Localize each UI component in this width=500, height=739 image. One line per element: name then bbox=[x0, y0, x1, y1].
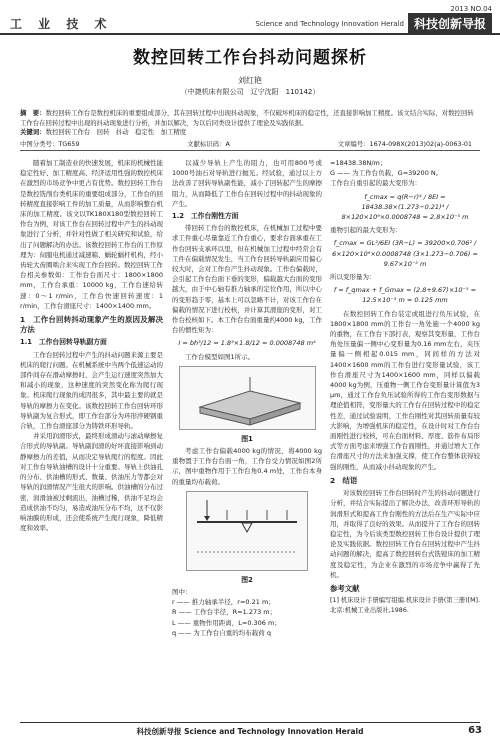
footer-rule bbox=[20, 722, 480, 723]
subsection-heading: 1.2 工作台刚性方面 bbox=[172, 212, 239, 221]
abstract-label: 摘 要： bbox=[20, 109, 46, 117]
abstract-text: 数控回转工作台是数控机床的重要组成部分，其在回转过程中出现抖动现象，不仅破坏机床的稳定性，还直接影响加工精度。该文结合实际，对数控回转工作台在回转过程中出现的抖动现象进行分析，并加以解决，为以后同类设计提供了理论及实践依据。 bbox=[20, 109, 474, 127]
legend-item: r —— 推力轴承半径，r=0.21 m； bbox=[172, 598, 275, 607]
section-heading: 2 结语 bbox=[330, 475, 358, 485]
column-2 bbox=[172, 158, 322, 638]
column-3 bbox=[330, 158, 480, 617]
equation-inertia: I = bh³/12 = 1.8³×1.8/12 = 0.0008748 m⁴ bbox=[178, 339, 316, 348]
page-number: 63 bbox=[468, 725, 482, 736]
metadata-row bbox=[20, 139, 480, 148]
figure-1-model bbox=[179, 366, 316, 430]
column-1 bbox=[20, 158, 163, 533]
article-number: 文章编号：1674-098X(2013)02(a)-0063-01 bbox=[337, 140, 472, 148]
equation-self-weight: f_cmax = q(R−r)⁴ / 8EI = 18438.38×(1.273−0.21)⁴ / 8×120×10⁹×0.0008748 = 2.8×10⁻⁵ m bbox=[341, 192, 469, 222]
figure-2-caption: 图2 bbox=[241, 575, 253, 584]
keywords-label: 关键词： bbox=[20, 128, 46, 137]
legend-item: q —— 为工作台自重的均布载荷 q bbox=[172, 628, 271, 637]
paragraph: 以减少导轨上产生的阻力，也可用800号或1000号油石对导轨进行抛光。经试验，通过以上方法改善了回转导轨副性能，减小了回转起产生的摩擦阻力，从而降低了工作台在回转过程中的抖动现象的产生。 bbox=[172, 159, 322, 208]
equation-load: f_cmax = GL²/6EI (3R−L) = 39200×0.706² / 6×120×10⁹×0.0008748 (3×1.273−0.706) = 9.67×10⁻⁵ m bbox=[332, 239, 478, 268]
text-line: 重物引起的最大变形为： bbox=[330, 226, 402, 235]
force-diagram-drawing bbox=[187, 492, 307, 570]
paragraph: 带回转工作台的数控机床，在机械加工过程中要求工件重心尽量靠近工作台重心，要求台面承重在工作台回转支承环以里，但在机械加工过程中经常会有工件在偏载情况发生，当工作台回转导轨副应用偏心较大时，会对工作台产生抖动现象。工作台偏载时，会引起工作台台面下垂的变形，偏载越大台面的变形越大，由于中心轴有推力轴承的定位作用，所以中心的变形趋于零，基本上可以忽略不计，对该工作台在偏载的情况下进行校核，并计算其滑座的变形，对工作台校核如下。本工作台台面重量约4000 kg，工作台的惯性矩为： bbox=[172, 224, 322, 335]
keywords: 数控回转工作台 回转 抖动 稳定性 加工精度 bbox=[45, 128, 187, 137]
affiliation: （中捷机床有限公司 辽宁沈阳 110142） bbox=[180, 88, 320, 96]
figure-legend-lead: 图中： bbox=[172, 588, 192, 597]
journal-english-name: Science and Technology Innovation Herald bbox=[255, 19, 404, 28]
equation-total: f = f_qmax + f_Gmax = (2.8+9.67)×10⁻⁵ = 12.5×10⁻⁵ m = 0.125 mm bbox=[333, 286, 477, 305]
header-rule bbox=[0, 33, 500, 35]
text-line: =18438.38N/m； bbox=[330, 159, 387, 167]
reference-item: [1] 机床设计手册编写组编.机床设计手册(第三册)[M].北京:机械工业出版社,1986. bbox=[330, 597, 480, 615]
text-line: G —— 为工作台负载，G=39200 N。 bbox=[330, 169, 443, 178]
references-heading: 参考文献 bbox=[330, 583, 360, 593]
figure-2-force-diagram bbox=[186, 491, 308, 571]
issue-number: 2013 NO.04 bbox=[450, 5, 492, 13]
section-heading: 1 工作台回转抖动现象产生的原因及解决方法 bbox=[20, 315, 163, 335]
page-header bbox=[0, 0, 500, 38]
divider bbox=[20, 150, 480, 151]
section-label: 工 业 技 术 bbox=[10, 17, 113, 31]
paragraph: 并采用润滑形式，最终形成滑动与滚动摩擦复合形式的导轨副。导轨副润滑的好坏直接影响到动静摩擦力的差值，从而决定导轨爬行的程度。因此对工作台导轨油槽的设计十分重要。导轨上供油孔的分布、供油槽的形式、数量、供油压力等都会对导轨的润滑情况产生很大的影响。供油槽的分布过密，润滑油被过剩流出，油槽过稀，供油不足均会造成供油不均匀，易造成油压分布不均，这不仅影响油膜的形成，还会使系统产生爬行现象，降低精度和效率。 bbox=[20, 432, 163, 533]
journal-logo-box: 科技创新导报 bbox=[408, 13, 492, 34]
text-line: 所以变形量为： bbox=[330, 273, 376, 282]
worktable-model-drawing bbox=[180, 367, 315, 429]
abstract-block bbox=[20, 109, 480, 138]
legend-item: L —— 重物作用距离，L=0.306 m； bbox=[172, 618, 281, 627]
paragraph: 对该数控回转工作台回转时产生的抖动问题进行分析，并结合实际提出了解决办法，改善环形导轨的润滑形式和提高工作台刚性的方法后在生产实际中应用，并取得了良好的效果。从而提升了工作台的回转稳定性，为今后该类型数控回转工作台设计提供了理论及实践依据。数控回转工作台在回转过程中产生抖动问题的解决，提高了数控回转台式铣镗床的加工精度及稳定性，为企业在激烈的市场竞争中赢得了先机。 bbox=[330, 489, 480, 579]
page-footer bbox=[0, 722, 500, 739]
paragraph: 工作台模型如图1所示。 bbox=[185, 352, 255, 361]
document-code: 文献标识码：A bbox=[187, 140, 230, 148]
article-title: 数控回转工作台抖动问题探析 bbox=[133, 48, 367, 68]
journal-header bbox=[255, 5, 492, 34]
paragraph: 工作台回转过程中产生的抖动问题来源主要是机床的爬行问题。在机械系统中当两个低速运动的部件间存在滑动摩擦时，会产生运行速度突然加大和减小的现象，这种速度的突然变化称为爬行现象。机床爬行现象的成因很多，其中最主要的就是导轨的摩擦力在变化。该数控回转工作台回转环形导轨副为复合形式，即工作台部分为环形淬硬钢重合轨，工作台滑座部分为铸铁环形导轨。 bbox=[20, 350, 163, 431]
footer-journal: 科技创新导报 Science and Technology Innovation Herald bbox=[136, 727, 364, 736]
paragraph: 在数控回转工作台装定或组进行负压试验，在1800×1800 mm的工作台一角处施一个4000 kg的重物，在工作台下部打表，观察其变形量，工作台角处压量偏一侧中心变形量为0.16 mm左右，夹压量偏一侧相起0.015 mm，同间样的方法对1400×1600 mm的工作台进行变形量试验，该工作台滑座尺寸为1400×1600 mm，同样以偏载4000 kg为例，压重物一侧工作台变形量计算值为3 μm，通过工作台负压试验所得的工作台变形数据与理论值相符，变形量大的工作台在回转过程中的稳定性差，通过试验说明，工作台刚性对其回转质量有较大影响，为增强机床的稳定性，在设计时对工作台台面刚性进行校核，可在台面材料、厚度、筋件布局形式等方面考虑来增强工作台面刚性，并通过增大工作台滑座尺寸的方法来加强支撑，使工作台整体获得较强的刚性，从而减小抖动现象的产生。 bbox=[330, 309, 480, 471]
author: 刘红艳 bbox=[238, 76, 262, 85]
clc-number: 中图分类号：TG659 bbox=[20, 140, 80, 148]
figure-1-caption: 图1 bbox=[241, 434, 253, 443]
paragraph: 考虑工作台偏载4000 kg的情况，将4000 kg重物置于工作台台面一角，工作台受力情况如图2所示，图中重物作用于工作台角0.4 m处，工作台本身的重量均布载荷。 bbox=[172, 447, 322, 486]
text-line: 工作台自重引起的最大变形为： bbox=[330, 179, 421, 188]
subsection-heading: 1.1 工作台回转导轨副方面 bbox=[20, 338, 107, 347]
legend-item: R —— 工作台半径，R=1.273 m； bbox=[172, 608, 277, 617]
paragraph: 随着加工制造业的快速发展，机床的机械性能稳定性好、加工精度高、经济适用性强的数控机床在激烈的市场竞争中更占有优势。数控回转工作台是数控铣削台类机床的重要组成部分，工作台的回转精度直接影响工件的加工质量，从而影响整台机床的加工精度。该文以TK180X180型数控回转工作台为例，对该工作台在回转过程中产生的抖动现象进行了分析，并针对性做了相关研究和试验，给出了问题解决的办法。该数控回转工作台的工作原理为：伺服电机通过减速箱、蜗轮蜗杆机构，经小齿轮大齿圈啮合来实现工作台回转。数控回转工作台相关参数如：工作台台面尺寸：1800×1800 mm，工作台承重：10000 kg，工作台速给转速：0～1 r/min，工作台快速回转速度：1 r/min，工作台滑座尺寸：1400×1400 mm。 bbox=[20, 159, 163, 310]
